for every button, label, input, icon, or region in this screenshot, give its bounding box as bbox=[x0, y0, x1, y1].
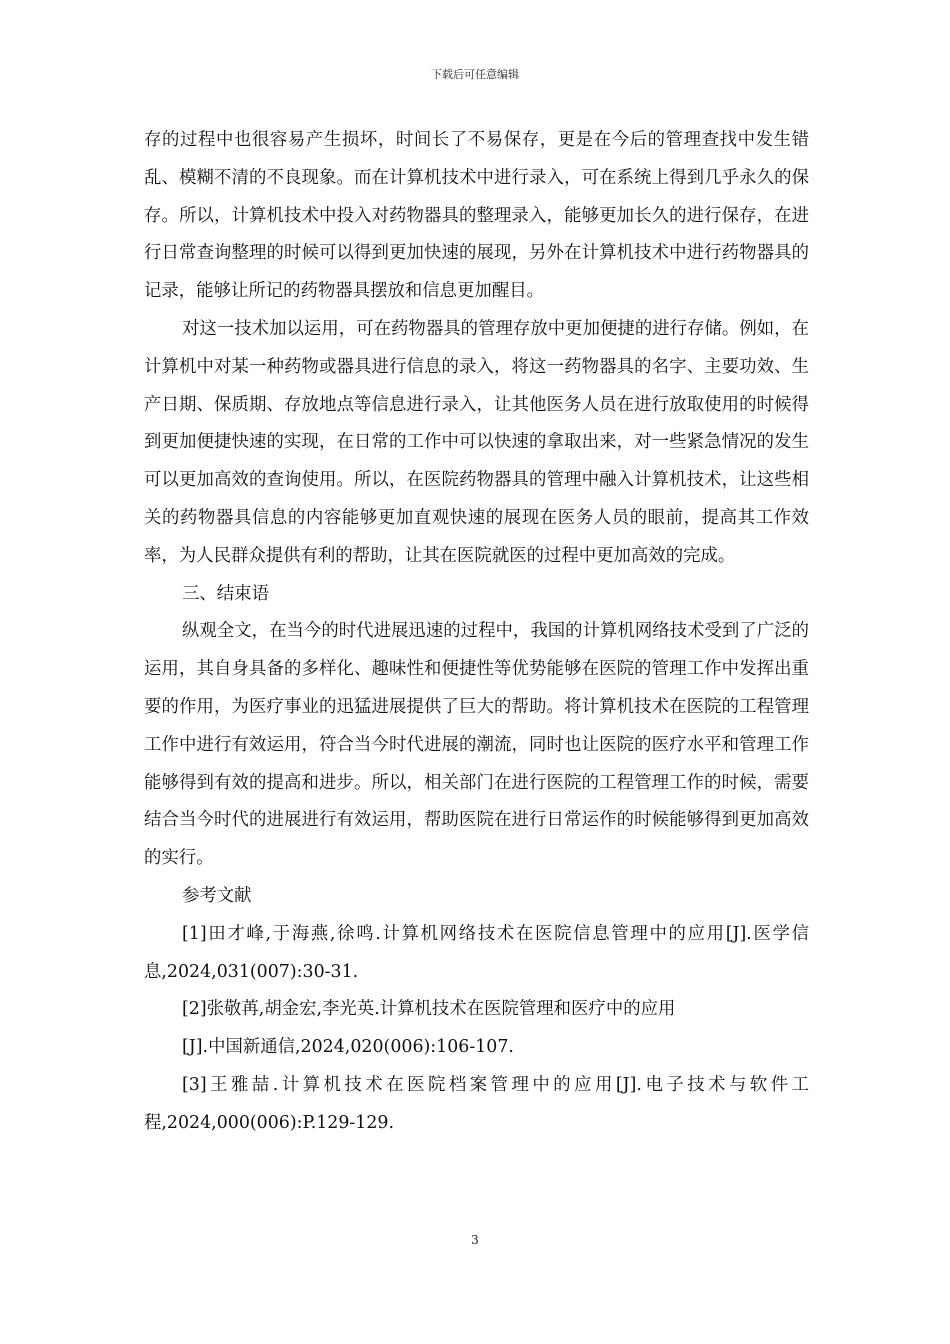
paragraph: 存的过程中也很容易产生损坏，时间长了不易保存，更是在今后的管理查找中发生错乱、模糊不清的不良现象。而在计算机技术中进行录入，可在系统上得到几乎永久的保存。所以，计算机技术中投入对药物器具的整理录入，能够更加长久的进行保存，在进行日常查询整理的时候可以得到更加快速的展现，另外在计算机技术中进行药物器具的记录，能够让所记的药物器具摆放和信息更加醒目。 bbox=[144, 130, 809, 302]
body-text bbox=[144, 122, 809, 1143]
page-header: 下载后可任意编辑 bbox=[431, 68, 519, 81]
paragraph: 对这一技术加以运用，可在药物器具的管理存放中更加便捷的进行存储。例如，在计算机中对某一种药物或器具进行信息的录入，将这一药物器具的名字、主要功效、生产日期、保质期、存放地点等信息进行录入，让其他医务人员在进行放取使用的时候得到更加便捷快速的实现，在日常的工作中可以快速的拿取出来，对一些紧急情况的发生可以更加高效的查询使用。所以，在医院药物器具的管理中融入计算机技术，让这些相关的药物器具信息的内容能够更加直观快速的展现在医务人员的眼前，提高其工作效率，为人民群众提供有利的帮助，让其在医院就医的过程中更加高效的完成。 bbox=[144, 318, 809, 566]
paragraph: 纵观全文，在当今的时代进展迅速的过程中，我国的计算机网络技术受到了广泛的运用，其自身具备的多样化、趣味性和便捷性等优势能够在医院的管理工作中发挥出重要的作用，为医疗事业的迅猛进展提供了巨大的帮助。将计算机技术在医院的工程管理工作中进行有效运用，符合当今时代进展的潮流，同时也让医院的医疗水平和管理工作能够得到有效的提高和进步。所以，相关部门在进行医院的工程管理工作的时候，需要结合当今时代的进展进行有效运用，帮助医院在进行日常运作的时候能够得到更加高效的实行。 bbox=[144, 621, 809, 869]
page-number: 3 bbox=[471, 1233, 479, 1247]
reference-item: [2]张敬苒,胡金宏,李光英.计算机技术在医院管理和医疗中的应用 bbox=[182, 999, 676, 1020]
reference-item: [1]田才峰,于海燕,徐鸣.计算机网络技术在医院信息管理中的应用[J].医学信息,2024,031(007):30-31. bbox=[144, 923, 809, 982]
section-heading: 三、结束语 bbox=[182, 583, 269, 604]
references-heading: 参考文献 bbox=[182, 885, 252, 906]
reference-item: [3]王雅喆.计算机技术在医院档案管理中的应用[J].电子技术与软件工程,2024,000(006):P.129-129. bbox=[144, 1074, 809, 1133]
reference-item: [J].中国新通信,2024,020(006):106-107. bbox=[182, 1037, 514, 1058]
